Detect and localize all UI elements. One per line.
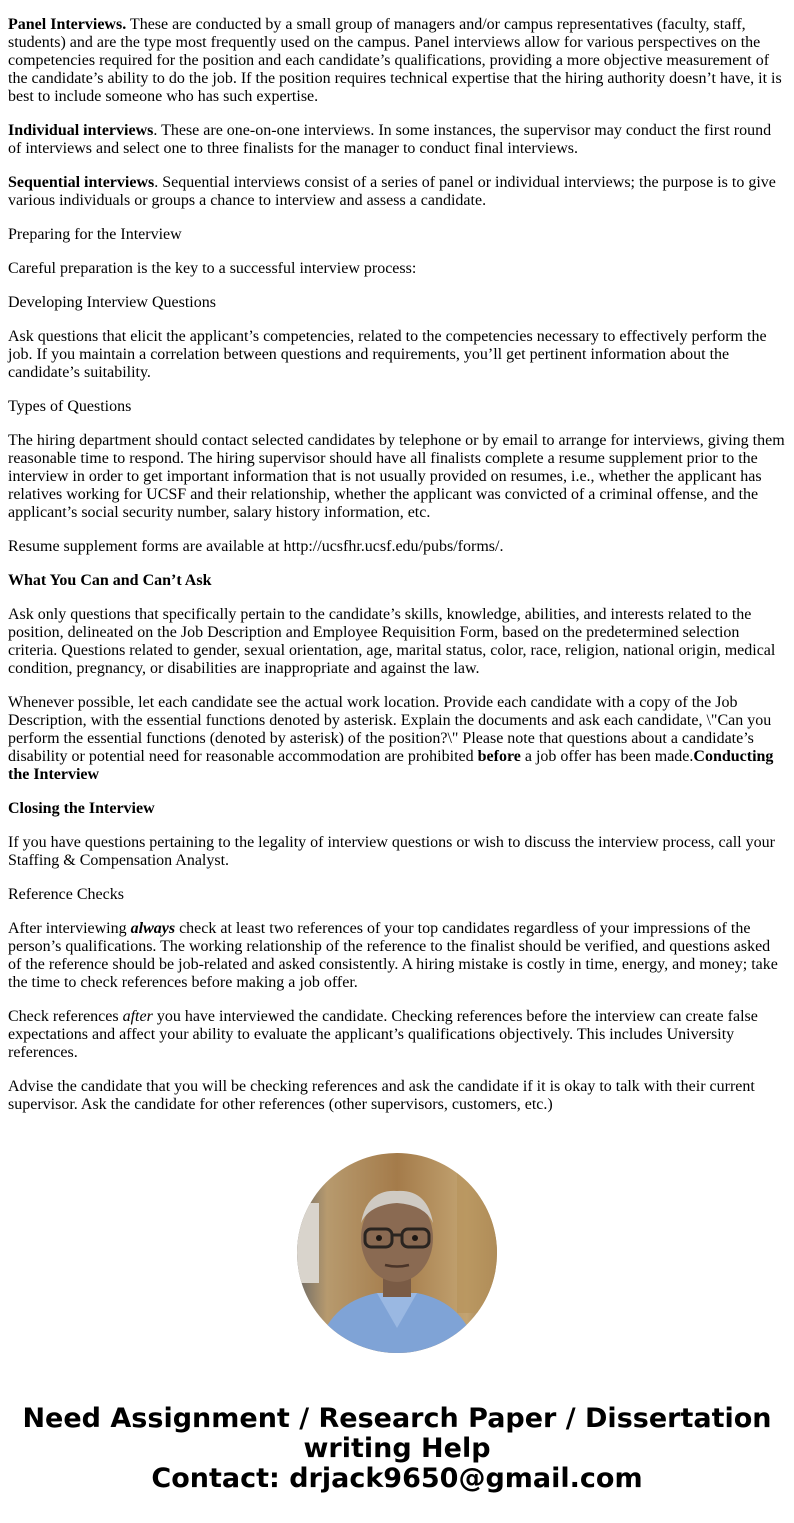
whenever-text: Whenever possible, let each candidate see the actual work location. Provide each candidate with a copy of the Job Description, with the essential functions denoted by asterisk. Explain the documents and ask each candidate, \"Can you perform the essential functions (denoted by asterisk) of the position?\" Please note that questions about a candidate’s disability or potential need for reasonable accommodation are prohibited <box>8 694 772 765</box>
preparing-heading: Preparing for the Interview <box>8 226 182 243</box>
check-text-end: you have interviewed the candidate. Checking references before the interview can create false expectations and affect your ability to evaluate the applicant’s qualifications objectively. This includes University references. <box>8 1008 758 1061</box>
check-text-start: Check references <box>8 1008 123 1025</box>
closing-heading-paragraph <box>8 800 786 818</box>
individual-interviews-text: . These are one-on-one interviews. In some instances, the supervisor may conduct the first round of interviews and select one to three finalists for the manager to conduct final interviews. <box>8 122 772 157</box>
types-text: The hiring department should contact selected candidates by telephone or by email to arrange for interviews, giving them reasonable time to respond. The hiring supervisor should have all finalists complete a resume supplement prior to the interview in order to get important information that is not usually provided on resumes, i.e., whether the applicant has relatives working for UCSF and their relationship, whether the applicant was convicted of a criminal offense, and the applicant’s social security number, salary history information, etc. <box>8 432 785 521</box>
author-avatar <box>297 1153 497 1353</box>
whenever-paragraph <box>8 694 786 784</box>
after-emphasis: after <box>122 1008 153 1025</box>
panel-interviews-paragraph <box>8 16 786 106</box>
can-ask-text: Ask only questions that specifically pertain to the candidate’s skills, knowledge, abilities, and interests related to the position, delineated on the Job Description and Employee Requisition Form, based on the predetermined selection criteria. Questions related to gender, sexual orientation, age, marital status, color, race, religion, national origin, medical condition, pregnancy, or disabilities are inappropriate and against the law. <box>8 606 776 677</box>
panel-interviews-text: These are conducted by a small group of managers and/or campus representatives (faculty, staff, students) and are the type most frequently used on the campus. Panel interviews allow for various perspectives on the competencies required for the position and each candidate’s qualifications, providing a more objective measurement of the candidate’s ability to do the job. If the position requires technical expertise that the hiring authority doesn’t have, it is best to include someone who has such expertise. <box>8 16 782 105</box>
author-portrait-image <box>297 1153 497 1353</box>
before-emphasis: before <box>477 748 521 765</box>
promo-contact: Contact: drjack9650@gmail.com <box>151 1463 643 1494</box>
developing-heading: Developing Interview Questions <box>8 294 216 311</box>
after-interviewing-paragraph <box>8 920 786 992</box>
conducting-heading: Conducting the Interview <box>8 748 774 783</box>
reference-heading: Reference Checks <box>8 886 124 903</box>
panel-interviews-label: Panel Interviews. <box>8 16 127 33</box>
after-text-start: After interviewing <box>8 920 131 937</box>
advise-text: Advise the candidate that you will be checking references and ask the candidate if it is okay to talk with their current supervisor. Ask the candidate for other references (other supervisors, customers, etc.) <box>8 1078 755 1113</box>
promo-line-2: writing Help <box>303 1433 491 1464</box>
sequential-interviews-label: Sequential interviews <box>8 174 155 191</box>
can-ask-heading: What You Can and Can’t Ask <box>8 572 212 589</box>
check-references-paragraph <box>8 1008 786 1062</box>
promo-line-1: Need Assignment / Research Paper / Dissertation <box>22 1403 772 1434</box>
whenever-text-end: a job offer has been made. <box>520 748 694 765</box>
always-emphasis: always <box>130 920 176 937</box>
types-heading: Types of Questions <box>8 398 132 415</box>
after-text-end: check at least two references of your top candidates regardless of your impressions of the person’s qualifications. The working relationship of the reference to the finalist should be verified, and questions asked of the reference should be job-related and asked consistently. A hiring mistake is costly in time, energy, and money; take the time to check references before making a job offer. <box>8 920 778 991</box>
resume-supplement-text: Resume supplement forms are available at http://ucsfhr.ucsf.edu/pubs/forms/. <box>8 538 504 555</box>
closing-text: If you have questions pertaining to the legality of interview questions or wish to discuss the interview process, call your Staffing & Compensation Analyst. <box>8 834 775 869</box>
developing-text: Ask questions that elicit the applicant’s competencies, related to the competencies necessary to effectively perform the job. If you maintain a correlation between questions and requirements, you’ll get pertinent information about the candidate’s suitability. <box>8 328 767 381</box>
can-ask-heading-paragraph <box>8 572 786 590</box>
closing-heading: Closing the Interview <box>8 800 155 817</box>
preparing-text: Careful preparation is the key to a successful interview process: <box>8 260 417 277</box>
individual-interviews-paragraph <box>8 122 786 158</box>
individual-interviews-label: Individual interviews <box>8 122 154 139</box>
article-body <box>8 16 786 1130</box>
sequential-interviews-text: . Sequential interviews consist of a series of panel or individual interviews; the purpose is to give various individuals or groups a chance to interview and assess a candidate. <box>8 174 776 209</box>
promo-footer <box>0 1404 794 1494</box>
sequential-interviews-paragraph <box>8 174 786 210</box>
